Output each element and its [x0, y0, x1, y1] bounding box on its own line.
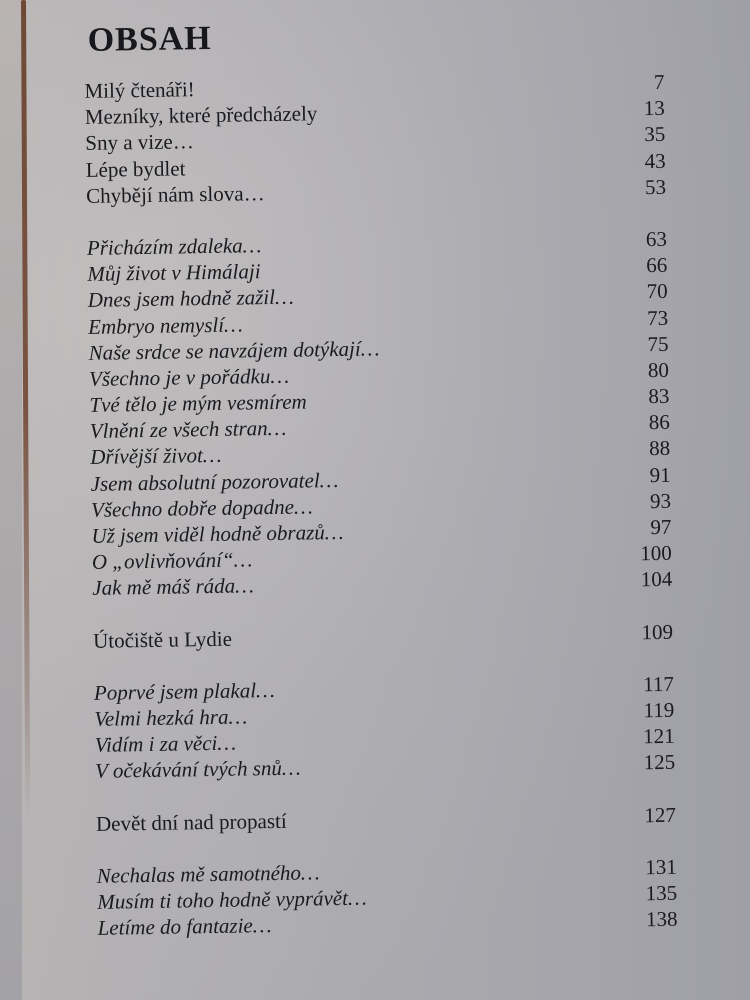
- toc-entry-title: Vlnění ze všech stran…: [89, 416, 287, 444]
- toc-entry-page: 43: [644, 148, 666, 173]
- toc-entry-title: Jak mě máš ráda…: [92, 573, 255, 601]
- toc-entry-title: Jsem absolutní pozorovatel…: [90, 467, 339, 496]
- toc-entry-page: 117: [642, 671, 675, 696]
- toc-entry-title: Velmi hezká hra…: [94, 704, 248, 731]
- toc-entry-page: 97: [650, 514, 672, 540]
- toc-entry-page: 7: [653, 69, 665, 94]
- toc-entry-page: 80: [647, 357, 670, 382]
- toc-entry-title: Tvé tělo je mým vesmírem: [89, 389, 307, 417]
- toc-entry-title: Embryo nemyslí…: [87, 311, 243, 339]
- toc-entry-title: Vidím i za věci…: [94, 730, 237, 757]
- toc-entry-title: Letíme do fantazie…: [97, 913, 272, 940]
- toc-entry-page: 13: [643, 96, 666, 121]
- toc-entry-title: Milý čtenáři!: [84, 77, 195, 103]
- toc-entry-title: Chybějí nám slova…: [85, 180, 265, 208]
- toc-entry-page: 131: [645, 854, 677, 879]
- toc-entry-page: 91: [649, 462, 671, 487]
- toc-entry-page: 66: [646, 252, 668, 278]
- toc-entry-page: 53: [644, 174, 667, 199]
- toc-entry-title: Dnes jsem hodně zažil…: [87, 284, 294, 313]
- toc-entry-title: Všechno je v pořádku…: [88, 363, 290, 391]
- toc-entry-title: Nechalas mě samotného…: [96, 860, 320, 888]
- toc-entry-page: 104: [640, 567, 673, 592]
- toc-entry: [96, 801, 676, 836]
- toc-entry-title: Musím ti toho hodně vyprávět…: [97, 885, 367, 914]
- toc-entry-page: 109: [641, 619, 674, 644]
- toc-entry-title: O „ovlivňování“…: [91, 547, 253, 575]
- toc-entry-page: 127: [644, 802, 677, 827]
- toc-entry-page: 138: [645, 906, 678, 932]
- toc-entry: [93, 618, 673, 653]
- toc-entry-title: Už jsem viděl hodně obrazů…: [91, 519, 344, 548]
- toc-entry-title: Sny a vize…: [85, 129, 194, 156]
- toc-entry-page: 135: [645, 880, 678, 906]
- toc-entry-page: 93: [649, 488, 672, 513]
- toc-entry-title: Mezníky, které předcházely: [84, 101, 318, 130]
- toc-entry-page: 100: [640, 540, 673, 566]
- toc-entry-page: 88: [648, 436, 671, 461]
- toc-entry-title: Útočiště u Lydie: [92, 626, 233, 653]
- toc-entry-title: V očekávání tvých snů…: [94, 755, 301, 784]
- toc-entry-page: 35: [644, 122, 666, 147]
- toc-entry-title: Přicházím zdaleka…: [86, 233, 262, 260]
- page-title: OBSAH: [87, 19, 213, 59]
- toc-entry-title: Lépe bydlet: [85, 155, 186, 182]
- toc-entry-title: Dřívější život…: [90, 443, 222, 470]
- toc-entry-page: 70: [646, 279, 668, 304]
- toc-entry-page: 75: [647, 331, 669, 356]
- toc-entry-page: 119: [643, 697, 675, 723]
- toc-entry-page: 125: [643, 750, 676, 775]
- toc-entry-page: 86: [648, 410, 670, 435]
- table-of-contents: [84, 69, 677, 941]
- toc-entry-page: 73: [646, 305, 669, 330]
- toc-entry-page: 63: [645, 226, 668, 252]
- toc-entry-title: Naše srdce se navzájem dotýkají…: [88, 336, 380, 365]
- toc-entry-title: Všechno dobře dopadne…: [90, 494, 313, 522]
- toc-entry-title: Devět dní nad propastí: [95, 808, 287, 836]
- toc-entry-page: 83: [648, 383, 670, 409]
- toc-entry-title: Poprvé jsem plakal…: [93, 677, 275, 705]
- toc-entry-page: 121: [643, 723, 675, 749]
- toc-entry-title: Můj život v Himálaji: [87, 259, 261, 287]
